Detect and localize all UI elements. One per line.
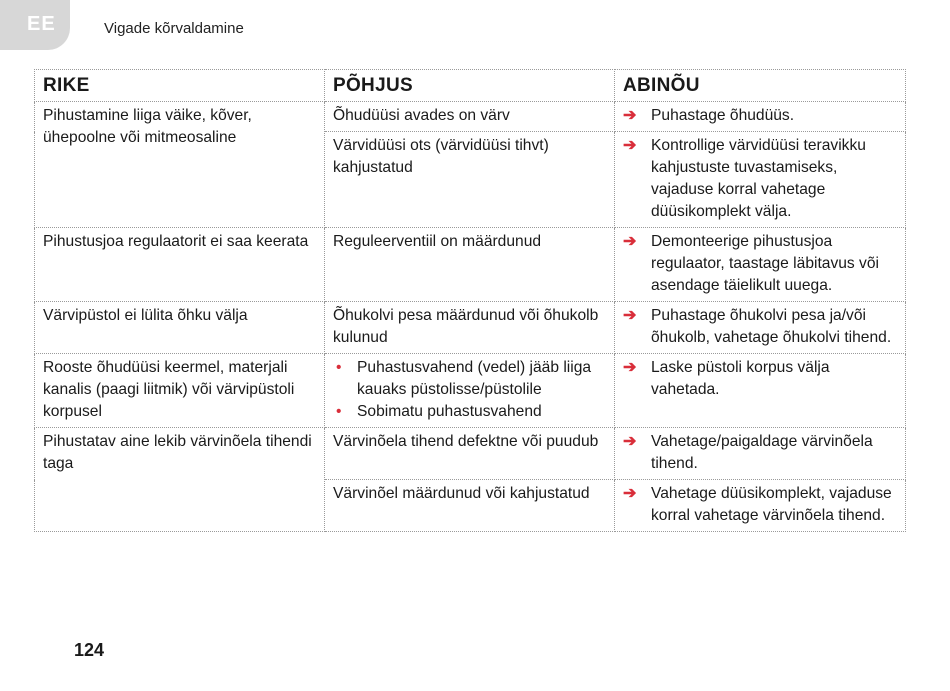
fault-cell: Pihustusjoa regulaatorit ei saa keerata: [35, 228, 325, 302]
remedy-text: Vahetage/paigaldage värvinõela tihend.: [651, 433, 873, 472]
fault-cell: Pihustatav aine lekib värvinõela tihendi taga: [35, 428, 325, 532]
arrow-right-icon: ➔: [623, 107, 637, 124]
cause-cell: Õhudüüsi avades on värv: [325, 102, 615, 132]
bullet-text: Puhastusvahend (vedel) jääb liiga kauaks püstolisse/püstolile: [357, 359, 592, 398]
remedy-text: Laske püstoli korpus välja vahetada.: [651, 359, 830, 398]
section-title: Vigade kõrvaldamine: [104, 20, 244, 37]
remedy-cell: [615, 480, 906, 532]
bullet-icon: •: [336, 359, 342, 376]
remedy-cell: [615, 132, 906, 228]
arrow-right-icon: ➔: [623, 307, 637, 324]
list-item: [333, 357, 606, 401]
language-tab: [0, 0, 70, 50]
bullet-icon: •: [336, 403, 342, 420]
remedy-cell: [615, 228, 906, 302]
cause-bullet-list: [333, 357, 606, 423]
remedy-text: Vahetage düüsikomplekt, vajaduse korral vahetage värvinõela tihend.: [651, 485, 892, 524]
header-rike: RIKE: [35, 70, 325, 102]
arrow-right-icon: ➔: [623, 233, 637, 250]
remedy-text: Puhastage õhukolvi pesa ja/või õhukolb, vahetage õhukolvi tihend.: [651, 307, 892, 346]
header-pohjus: PÕHJUS: [325, 70, 615, 102]
cause-cell: Õhukolvi pesa määrdunud või õhukolb kulunud: [325, 302, 615, 354]
table-row: [35, 428, 906, 480]
language-code: EE: [27, 13, 56, 35]
arrow-right-icon: ➔: [623, 359, 637, 376]
fault-cell: Pihustamine liiga väike, kõver, ühepoolne või mitmeosaline: [35, 102, 325, 228]
table-header-row: [35, 70, 906, 102]
table-row: [35, 102, 906, 132]
arrow-right-icon: ➔: [623, 433, 637, 450]
arrow-right-icon: ➔: [623, 485, 637, 502]
table-row: [35, 302, 906, 354]
cause-cell: [325, 354, 615, 428]
list-item: [333, 401, 606, 423]
cause-cell: Värvidüüsi ots (värvidüüsi tihvt) kahjustatud: [325, 132, 615, 228]
cause-cell: Värvinõel määrdunud või kahjustatud: [325, 480, 615, 532]
bullet-text: Sobimatu puhastusvahend: [357, 403, 542, 420]
arrow-right-icon: ➔: [623, 137, 637, 154]
fault-cell: Värvipüstol ei lülita õhku välja: [35, 302, 325, 354]
remedy-cell: [615, 354, 906, 428]
cause-cell: Värvinõela tihend defektne või puudub: [325, 428, 615, 480]
remedy-cell: [615, 302, 906, 354]
remedy-text: Demonteerige pihustusjoa regulaator, taastage läbitavus või asendage täielikult uuega.: [651, 233, 879, 294]
fault-cell: Rooste õhudüüsi keermel, materjali kanalis (paagi liitmik) või värvipüstoli korpusel: [35, 354, 325, 428]
header-abinou: ABINÕU: [615, 70, 906, 102]
remedy-cell: [615, 102, 906, 132]
troubleshooting-table: [34, 69, 906, 532]
remedy-text: Kontrollige värvidüüsi teravikku kahjustuste tuvastamiseks, vajaduse korral vahetage düüsikomplekt välja.: [651, 137, 866, 220]
table-row: [35, 228, 906, 302]
remedy-text: Puhastage õhudüüs.: [651, 107, 795, 124]
cause-cell: Reguleerventiil on määrdunud: [325, 228, 615, 302]
page-number: 124: [74, 640, 105, 660]
table-row: [35, 354, 906, 428]
remedy-cell: [615, 428, 906, 480]
